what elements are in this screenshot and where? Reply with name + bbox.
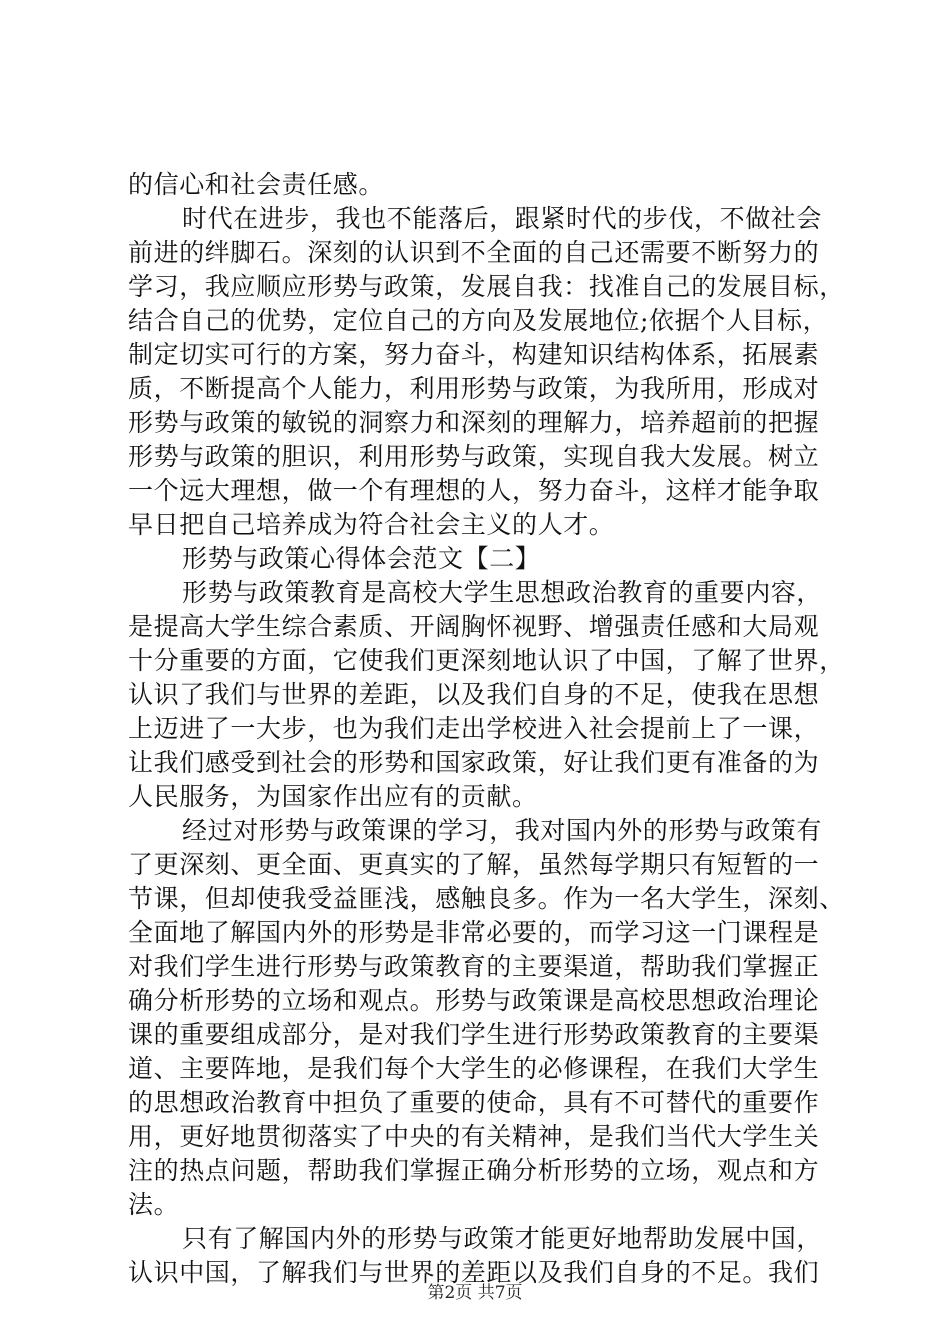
text-line: 确分析形势的立场和观点。形势与政策课是高校思想政治理论 [128,986,820,1015]
text-line: 认识中国，了解我们与世界的差距以及我们自身的不足。我们 [128,1258,820,1287]
text-line: 的信心和社会责任感。 [128,170,385,199]
text-line: 课的重要组成部分，是对我们学生进行形势政策教育的主要渠 [128,1020,820,1049]
text-line: 认识了我们与世界的差距，以及我们自身的不足，使我在思想 [128,680,820,709]
text-line: 了更深刻、更全面、更真实的了解，虽然每学期只有短暂的一 [128,850,820,879]
section-heading: 形势与政策心得体会范文【二】 [182,544,541,573]
text-line: 的思想政治教育中担负了重要的使命，具有不可替代的重要作 [128,1088,820,1117]
text-line: 道、主要阵地，是我们每个大学生的必修课程，在我们大学生 [128,1054,820,1083]
text-line: 人民服务，为国家作出应有的贡献。 [128,782,538,811]
paragraph-start-line: 形势与政策教育是高校大学生思想政治教育的重要内容， [182,578,823,607]
text-line: 对我们学生进行形势与政策教育的主要渠道，帮助我们掌握正 [128,952,820,981]
text-line: 让我们感受到社会的形势和国家政策，好让我们更有准备的为 [128,748,820,777]
text-line: 是提高大学生综合素质、开阔胸怀视野、增强责任感和大局观 [128,612,820,641]
text-line: 全面地了解国内外的形势是非常必要的，而学习这一门课程是 [128,918,820,947]
document-body [128,168,845,1290]
text-line: 学习，我应顺应形势与政策，发展自我：找准自己的发展目标， [128,272,845,301]
text-line: 早日把自己培养成为符合社会主义的人才。 [128,510,615,539]
text-line: 形势与政策的胆识，利用形势与政策，实现自我大发展。树立 [128,442,820,471]
text-line: 前进的绊脚石。深刻的认识到不全面的自己还需要不断努力的 [128,238,820,267]
text-line: 注的热点问题，帮助我们掌握正确分析形势的立场，观点和方 [128,1156,820,1185]
text-line: 一个远大理想，做一个有理想的人，努力奋斗，这样才能争取 [128,476,820,505]
text-line: 形势与政策的敏锐的洞察力和深刻的理解力，培养超前的把握 [128,408,820,437]
paragraph-start-line: 经过对形势与政策课的学习，我对国内外的形势与政策有 [182,816,823,845]
text-line: 十分重要的方面，它使我们更深刻地认识了中国，了解了世界， [128,646,845,675]
text-line: 法。 [128,1190,180,1219]
text-line: 制定切实可行的方案，努力奋斗，构建知识结构体系，拓展素 [128,340,820,369]
text-line: 上迈进了一大步，也为我们走出学校进入社会提前上了一课， [128,714,820,743]
text-line: 用，更好地贯彻落实了中央的有关精神，是我们当代大学生关 [128,1122,820,1151]
paragraph-start-line: 只有了解国内外的形势与政策才能更好地帮助发展中国， [182,1224,823,1253]
text-line: 结合自己的优势，定位自己的方向及发展地位;依据个人目标， [128,306,829,335]
page-number-footer: 第2页 共7页 [427,1283,523,1303]
paragraph-start-line: 时代在进步，我也不能落后，跟紧时代的步伐，不做社会 [182,204,823,233]
text-line: 质，不断提高个人能力，利用形势与政策，为我所用，形成对 [128,374,820,403]
text-line: 节课，但却使我受益匪浅，感触良多。作为一名大学生，深刻、 [128,884,845,913]
